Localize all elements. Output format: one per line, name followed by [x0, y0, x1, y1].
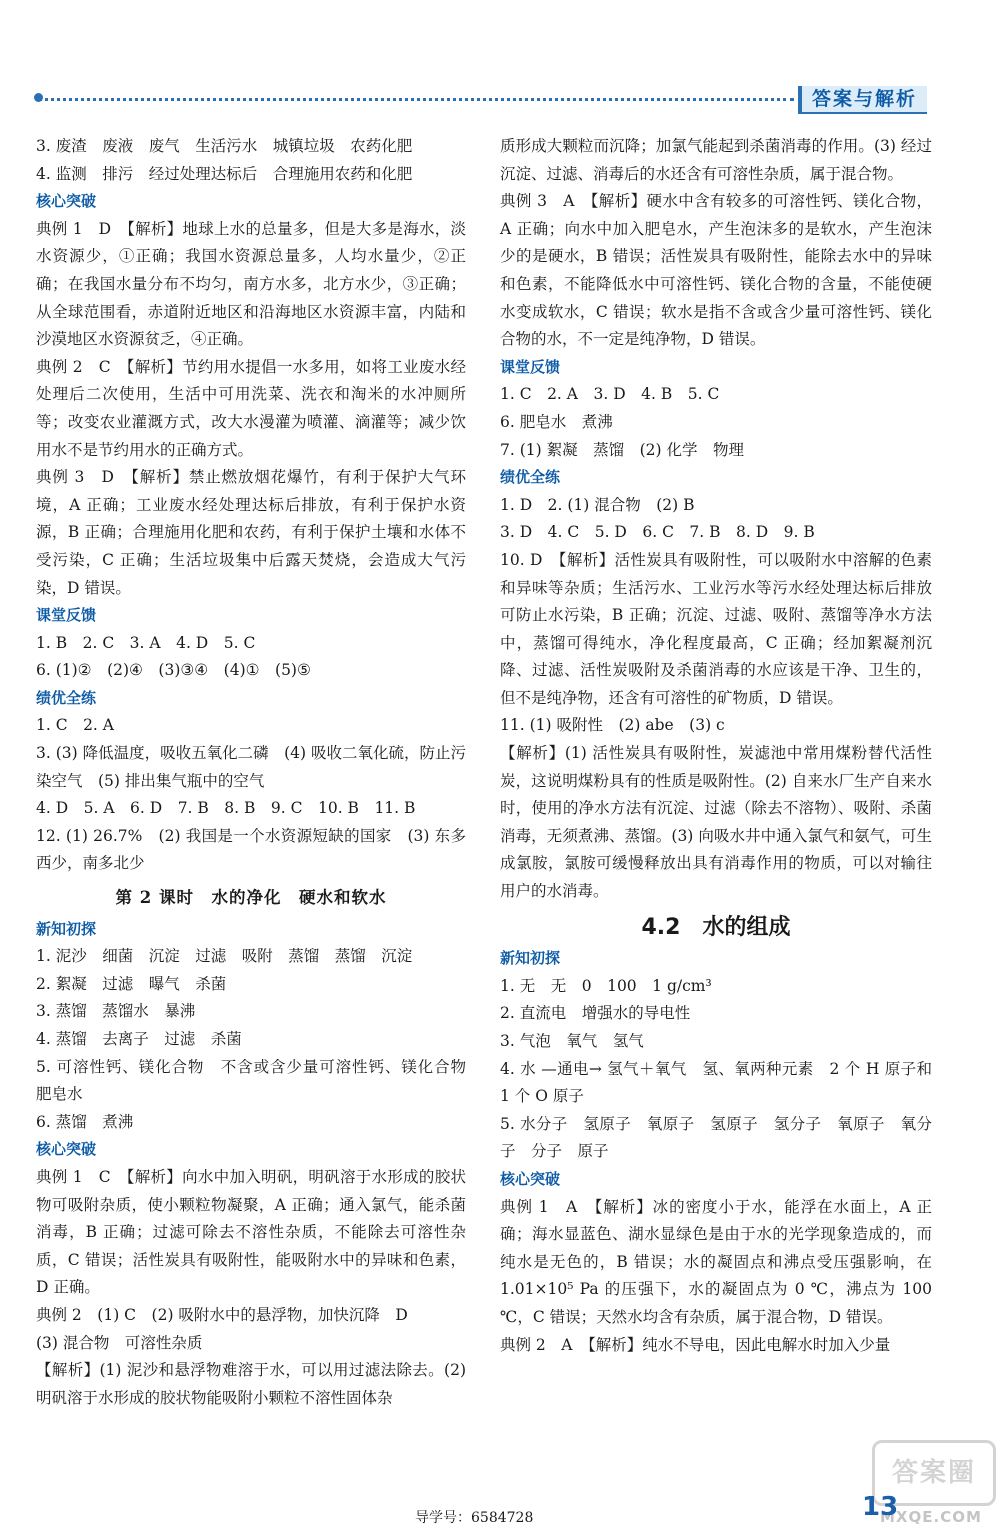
watermark-logo: 答案圈 [872, 1440, 996, 1506]
answer-line: 7. (1) 絮凝 蒸馏 (2) 化学 物理 [500, 440, 744, 459]
answer-line: 5. 水分子 氢原子 氧原子 氢原子 氢分子 氧原子 氧分子 分子 原子 [500, 1114, 932, 1161]
answer-line: 4. 监测 排污 经过处理达标后 合理施用农药和化肥 [36, 164, 413, 183]
answer-line: 11. (1) 吸附性 (2) abe (3) c [500, 716, 725, 735]
answer-line: 4. 蒸馏 去离子 过滤 杀菌 [36, 1030, 242, 1048]
answer-line: 12. (1) 26.7% (2) 我国是一个水资源短缺的国家 (3) 东多西少，南多北少 [36, 826, 466, 873]
answer-line: 6. 蒸馏 煮沸 [36, 1112, 134, 1131]
answer-line: 典例 1 D 【解析】地球上水的总量多，但是大多是海水，淡水资源少，①正确；我国水资源总量多，人均水量少，②正确；在我国水量分布不均匀，南方水多，北方水少，③正确；从全球范围看，赤道附近地区和沿海地区水资源丰富，内陆和沙漠地区水资源贫乏，④正确。 [36, 219, 466, 349]
header-divider [38, 98, 794, 101]
section-heading: 绩优全练 [500, 468, 561, 487]
section-header-title: 答案与解析 [798, 86, 927, 114]
answer-line: 典例 3 D 【解析】禁止燃放烟花爆竹，有利于保护大气环境，A 正确；工业废水经处理达标后排放，有利于保护水资源，B 正确；合理施用化肥和农药，有利于保护土壤和水体不受污染，C 正确；生活垃圾集中后露天焚烧，会造成大气污染，D 错误。 [36, 468, 466, 597]
answer-line: 1. 泥沙 细菌 沉淀 过滤 吸附 蒸馏 蒸馏 沉淀 [36, 947, 413, 966]
section-heading: 课堂反馈 [36, 606, 97, 625]
section-heading: 核心突破 [36, 1140, 97, 1159]
answer-line: 1. C 2. A 3. D 4. B 5. C [500, 385, 720, 404]
page-number: 13 [862, 1492, 899, 1522]
answer-line: 3. 气泡 氧气 氢气 [500, 1032, 644, 1050]
answer-line: (3) 混合物 可溶性杂质 [36, 1333, 203, 1352]
section-heading: 课堂反馈 [500, 357, 561, 376]
section-heading: 新知初探 [500, 949, 561, 968]
left-column [36, 133, 482, 1412]
answer-line: 典例 1 C 【解析】向水中加入明矾，明矾溶于水形成的胶状物可吸附杂质，使小颗粒物凝聚，A 正确；通入氯气，能杀菌消毒，B 正确；过滤可除去不溶性杂质，不能除去可溶性杂质，C 错误；活性炭具有吸附性，能吸附水中的异味和色素，D 正确。 [36, 1167, 466, 1297]
answer-line: 典例 1 A 【解析】冰的密度小于水，能浮在水面上，A 正确；海水显蓝色、湖水显绿色是由于水的光学现象造成的，而纯水是无色的，B 错误；水的凝固点和沸点受压强影响，在 1.01×10⁵ Pa 的压强下，水的凝固点为 0 ℃，沸点为 100 ℃，C 错误；天然水均含有杂质，属于混合物，D 错误。 [500, 1197, 932, 1326]
right-column [500, 133, 932, 1359]
watermark-url: MXQE.COM [880, 1508, 982, 1526]
answer-line: 典例 2 A 【解析】纯水不导电，因此电解水时加入少量 [500, 1335, 891, 1354]
section-heading: 新知初探 [36, 919, 97, 938]
answer-line: 2. 絮凝 过滤 曝气 杀菌 [36, 974, 227, 993]
answer-line: 2. 直流电 增强水的导电性 [500, 1004, 691, 1023]
answer-line: 5. 可溶性钙、镁化合物 不含或含少量可溶性钙、镁化合物 肥皂水 [36, 1057, 482, 1104]
answer-line: 典例 2 (1) C (2) 吸附水中的悬浮物，加快沉降 D [36, 1305, 408, 1324]
answer-line: 4. D 5. A 6. D 7. B 8. B 9. C 10. B 11. B [36, 799, 416, 818]
answer-line: 质形成大颗粒而沉降；加氯气能起到杀菌消毒的作用。(3) 经过沉淀、过滤、消毒后的水还含有可溶性杂质，属于混合物。 [500, 137, 932, 183]
answer-line: 3. 蒸馏 蒸馏水 暴沸 [36, 1002, 196, 1021]
answer-line: 3. D 4. C 5. D 6. C 7. B 8. D 9. B [500, 523, 815, 542]
lesson-title: 第 2 课时 水的净化 硬水和软水 [115, 888, 387, 908]
answer-line: 10. D 【解析】活性炭具有吸附性，可以吸附水中溶解的色素和异味等杂质；生活污水、工业污水等污水经处理达标后排放可防止水污染，B 正确；沉淀、过滤、吸附、蒸馏等净水方法中，蒸馏可得纯水，净化程度最高，C 正确；经加絮凝剂沉降、过滤、活性炭吸附及杀菌消毒的水应该是干净、卫生的，但不是纯净物，还含有可溶性的矿物质，D 错误。 [500, 550, 932, 707]
answer-line: 典例 2 C 【解析】节约用水提倡一水多用，如将工业废水经处理后二次使用，生活中可用洗菜、洗衣和淘米的水冲厕所等；改变农业灌溉方式，改大水漫灌为喷灌、滴灌等；减少饮用水不是节约用水的正确方式。 [36, 357, 466, 459]
guide-number: 导学号：6584728 [415, 1510, 534, 1526]
chapter-title: 4.2 水的组成 [641, 914, 791, 940]
answer-line: 【解析】(1) 活性炭具有吸附性，炭滤池中常用煤粉替代活性炭，这说明煤粉具有的性质是吸附性。(2) 自来水厂生产自来水时，使用的净水方法有沉淀、过滤（除去不溶物）、吸附、杀菌消毒，无须煮沸、蒸馏。(3) 向吸水井中通入氯气和氨气，可生成氯胺，氯胺可缓慢释放出具有消毒作用的物质，可以对输往用户的水消毒。 [500, 744, 932, 901]
answer-line: 1. D 2. (1) 混合物 (2) B [500, 495, 695, 514]
answer-line: 4. 水 —通电→ 氢气＋氧气 氢、氧两种元素 2 个 H 原子和 1 个 O 原子 [500, 1059, 932, 1106]
answer-line: 1. B 2. C 3. A 4. D 5. C [36, 633, 256, 652]
answer-line: 3. (3) 降低温度，吸收五氧化二磷 (4) 吸收二氧化硫，防止污染空气 (5) 排出集气瓶中的空气 [36, 744, 466, 790]
answer-line: 【解析】(1) 泥沙和悬浮物难溶于水，可以用过滤法除去。(2) 明矾溶于水形成的胶状物能吸附小颗粒不溶性固体杂 [36, 1361, 466, 1407]
answer-line: 6. (1)② (2)④ (3)③④ (4)① (5)⑤ [36, 661, 311, 680]
answer-line: 6. 肥皂水 煮沸 [500, 412, 613, 431]
answer-line: 1. 无 无 0 100 1 g/cm³ [500, 976, 712, 995]
answer-line: 典例 3 A 【解析】硬水中含有较多的可溶性钙、镁化合物，A 正确；向水中加入肥皂水，产生泡沫多的是软水，产生泡沫少的是硬水，B 错误；活性炭具有吸附性，能除去水中的异味和色素，不能降低水中可溶性钙、镁化合物的含量，不能使硬水变成软水，C 错误；软水是指不含或含少量可溶性钙、镁化合物的水，不一定是纯净物，D 错误。 [500, 192, 932, 349]
answer-line: 1. C 2. A [36, 716, 114, 735]
section-heading: 核心突破 [36, 192, 97, 211]
answer-line: 3. 废渣 废液 废气 生活污水 城镇垃圾 农药化肥 [36, 137, 413, 155]
section-heading: 绩优全练 [36, 688, 97, 707]
section-heading: 核心突破 [500, 1169, 561, 1188]
